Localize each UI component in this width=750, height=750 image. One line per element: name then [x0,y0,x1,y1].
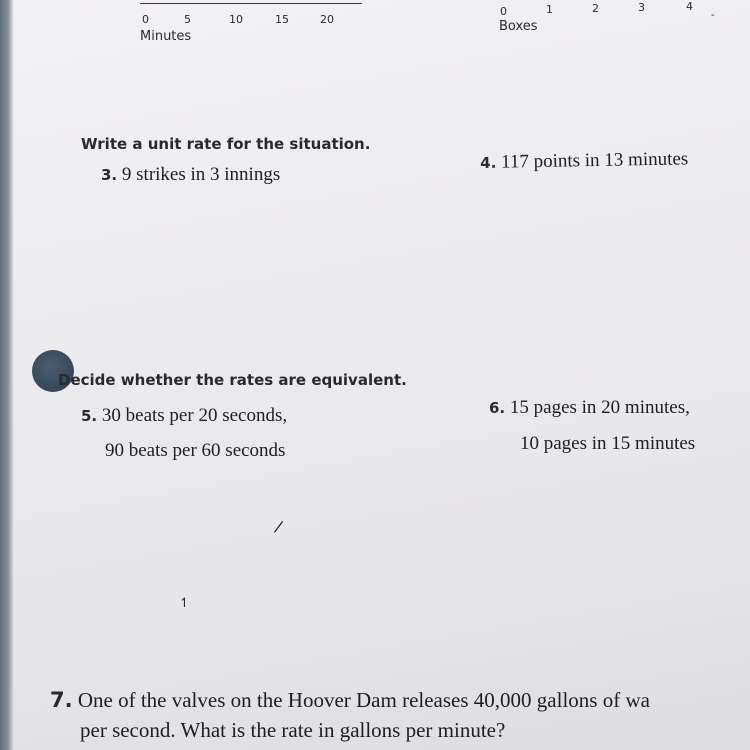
pencil-mark: ‐ [711,10,715,21]
problem-text-line2: 90 beats per 60 seconds [105,440,286,461]
problem-4 [480,148,688,174]
page-edge-shadow [0,0,14,750]
pencil-mark: / [272,516,285,537]
boxes-tick: 4 [686,0,693,13]
boxes-tick: 3 [638,1,645,14]
problem-number: 7. [50,688,73,712]
minutes-tick: 15 [275,13,289,26]
minutes-axis-label: Minutes [140,29,192,44]
section-heading: Write a unit rate for the situation. [81,135,371,153]
minutes-tick: 10 [229,13,243,26]
section-heading: Decide whether the rates are equivalent. [58,371,407,389]
problem-number: 6. [489,399,506,417]
problem-number: 4. [480,153,497,172]
problem-text-line1: One of the valves on the Hoover Dam releases 40,000 gallons of wa [77,688,650,712]
problem-6 [489,397,690,419]
problem-text-line2: per second. What is the rate in gallons per minute? [80,718,506,742]
minutes-tick: 5 [184,13,191,26]
pencil-mark: ↿ [179,596,190,611]
problem-number: 5. [81,407,98,425]
boxes-tick: 2 [592,2,599,15]
problem-text: 9 strikes in 3 innings [121,164,281,185]
problem-3 [101,164,280,186]
problem-number: 3. [101,166,118,184]
boxes-axis-label: Boxes [499,19,538,34]
problem-7 [50,688,650,713]
problem-5 [81,405,287,427]
minutes-tick: 20 [320,13,334,26]
problem-text-line2: 10 pages in 15 minutes [520,433,696,454]
minutes-axis-line [140,3,362,4]
problem-text-line1: 30 beats per 20 seconds, [101,405,288,426]
problem-text-line1: 15 pages in 20 minutes, [509,397,690,418]
problem-text: 117 points in 13 minutes [500,148,689,173]
boxes-tick: 1 [546,3,553,16]
minutes-tick: 0 [142,13,149,26]
boxes-tick: 0 [500,5,507,18]
